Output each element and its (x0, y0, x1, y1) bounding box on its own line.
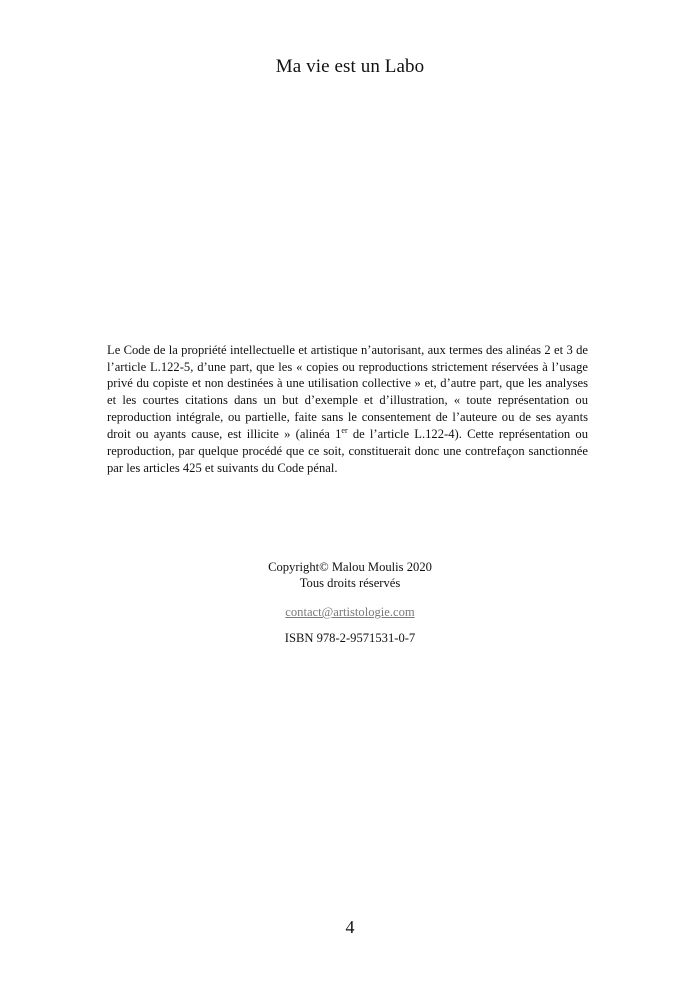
legal-notice (107, 342, 588, 477)
copyright-block (0, 559, 700, 646)
rights-reserved-line: Tous droits réservés (299, 576, 401, 590)
copyright-line: Copyright© Malou Moulis 2020 (268, 560, 432, 574)
running-title: Ma vie est un Labo (275, 56, 425, 77)
legal-notice-text-1: Le Code de la propriété intellectuelle et artistique n’autorisant, aux termes des alinéas 2 et 3 de l’article L.122-5, d’une part, que les « copies ou reproductions strictement réservées à l’usage privé du copiste et non destinées à une utilisation collective » et, d’autre part, que les analyses et les courtes citations dans un but d’exemple et d’illustration, « toute représentation ou reproduction intégrale, ou partielle, faite sans le consentement de l’auteure ou de ses ayants droit ou ayants cause, est illicite » (alinéa 1 (107, 342, 588, 442)
isbn-line: ISBN 978-2-9571531-0-7 (284, 631, 416, 645)
contact-email-link[interactable]: contact@artistologie.com (285, 605, 415, 619)
legal-notice-superscript: er (341, 425, 348, 435)
page-number: 4 (345, 917, 355, 937)
legal-notice-text-2: de l’article L.122-4). Cette représentation ou reproduction, par quelque procédé que ce soit, constituerait donc une contrefaçon sanctionnée par les articles 425 et suivants du Code pénal. (107, 427, 588, 475)
